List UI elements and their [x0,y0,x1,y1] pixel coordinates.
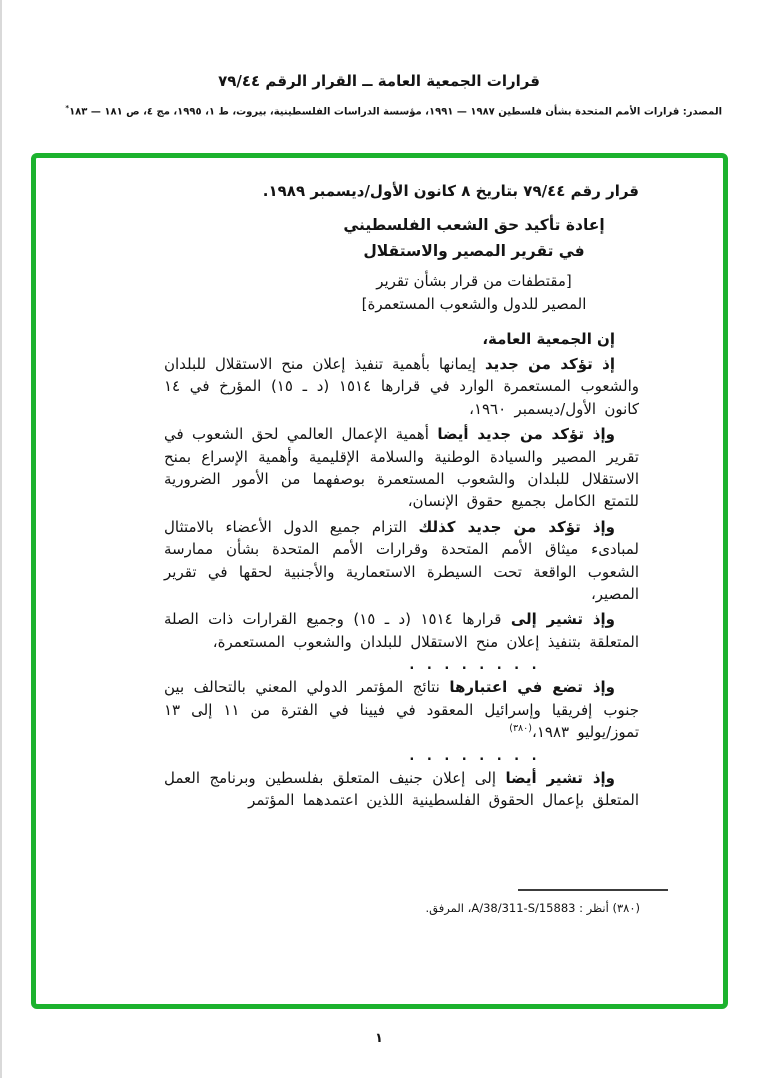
paragraph-text: إلى إعلان جنيف المتعلق بفلسطين وبرنامج العمل المتعلق بإعمال الحقوق الفلسطينية اللذين اعتمدهما المؤتمر [164,768,639,809]
paragraph-text: التزام جميع الدول الأعضاء بالامتثال لمبادىء ميثاق الأمم المتحدة وقرارات الأمم المتحدة بشأن ممارسة الشعوب الواقعة تحت السيطرة الاستعمارية والأجنبية لحقها في تقرير المصير، [164,517,639,604]
header-title: قرارات الجمعية العامة ــ القرار الرقم ٧٩/٤٤ [218,72,540,90]
paragraph-lead: وإذ تؤكد من جديد أيضا [437,425,615,444]
preamble-paragraph-1 [164,353,639,420]
resolution-heading [309,212,639,264]
ellipsis-separator: . . . . . . . . [409,748,539,764]
preamble-lead: إن الجمعية العامة، [482,330,615,348]
excerpt-note-line1: [مقتطفات من قرار بشأن تقرير [376,272,572,290]
paragraph-lead: وإذ تؤكد من جديد كذلك [418,517,616,536]
footnote-text [148,900,640,916]
resolution-frame [31,153,728,1009]
footnote-ref-380: (٣٨٠) [509,723,532,735]
preamble-paragraph-6 [164,767,639,812]
preamble-paragraph-4 [164,608,639,653]
preamble-paragraph-5 [164,676,639,743]
source-text: المصدر: قرارات الأمم المتحدة بشأن فلسطين ١٩٨٧ — ١٩٩١، مؤسسة الدراسات الفلسطينية، بيروت، ط ١، ١٩٩٥، مج ٤، ص ١٨١ — ١٨٣ [69,106,722,118]
page-number: ١ [375,1031,383,1046]
resolution-heading-line1: إعادة تأكيد حق الشعب الفلسطيني [343,216,605,234]
paragraph-text: إيمانها بأهمية تنفيذ إعلان منح الاستقلال للبلدان والشعوب المستعمرة الوارد في قرارها ١٥١٤ (د ـ ١٥) المؤرخ في ١٤ كانون الأول/ديسمبر ١٩٦٠، [164,355,639,418]
source-footnote-mark: * [65,104,70,112]
footnote-rule [518,889,668,891]
footnote-tail: ، المرفق. [425,901,472,915]
footnote-marker: (٣٨٠) أنظر : [575,901,640,915]
paragraph-text: أهمية الإعمال العالمي لحق الشعوب في تقرير المصير والسيادة الوطنية والسلامة الإقليمية وأهمية الإسراع بمنح الاستقلال للبلدان والشعوب المستعمرة بوصفهما من الأمور الضرورية للتمتع الكامل بجميع حقوق الإنسان، [164,425,639,511]
resolution-text-column [164,166,639,811]
paragraph-text: قرارها ١٥١٤ (د ـ ١٥) وجميع القرارات ذات الصلة المتعلقة بتنفيذ إعلان منح الاستقلال للبلدان والشعوب المستعمرة، [164,610,639,651]
source-line [30,101,722,119]
ellipsis-separator: . . . . . . . . [409,658,539,674]
preamble-paragraph-3 [164,516,639,606]
resolution-number-line: قرار رقم ٧٩/٤٤ بتاريخ ٨ كانون الأول/ديسمبر ١٩٨٩. [262,182,639,200]
paragraph-lead: وإذ تشير إلى [510,610,615,629]
paragraph-text: نتائج المؤتمر الدولي المعني بالتحالف بين جنوب إفريقيا وإسرائيل المعقود في فيينا في الفترة من ١١ إلى ١٣ تموز/يوليو ١٩٨٣، [164,678,639,742]
paragraph-lead: إذ تؤكد من جديد [485,355,615,373]
scan-edge-artifact [0,0,2,1078]
footnote-block [148,889,668,916]
paragraph-lead: وإذ تشير أيضا [505,768,615,787]
footnote-doc-symbol: A/38/311-S/15883 [471,901,576,915]
excerpt-note-line2: المصير للدول والشعوب المستعمرة] [361,295,587,313]
paragraph-lead: وإذ تضع في اعتبارها [449,678,616,697]
preamble-paragraph-2 [164,423,639,513]
resolution-heading-line2: في تقرير المصير والاستقلال [363,242,585,260]
excerpt-note [309,270,639,316]
